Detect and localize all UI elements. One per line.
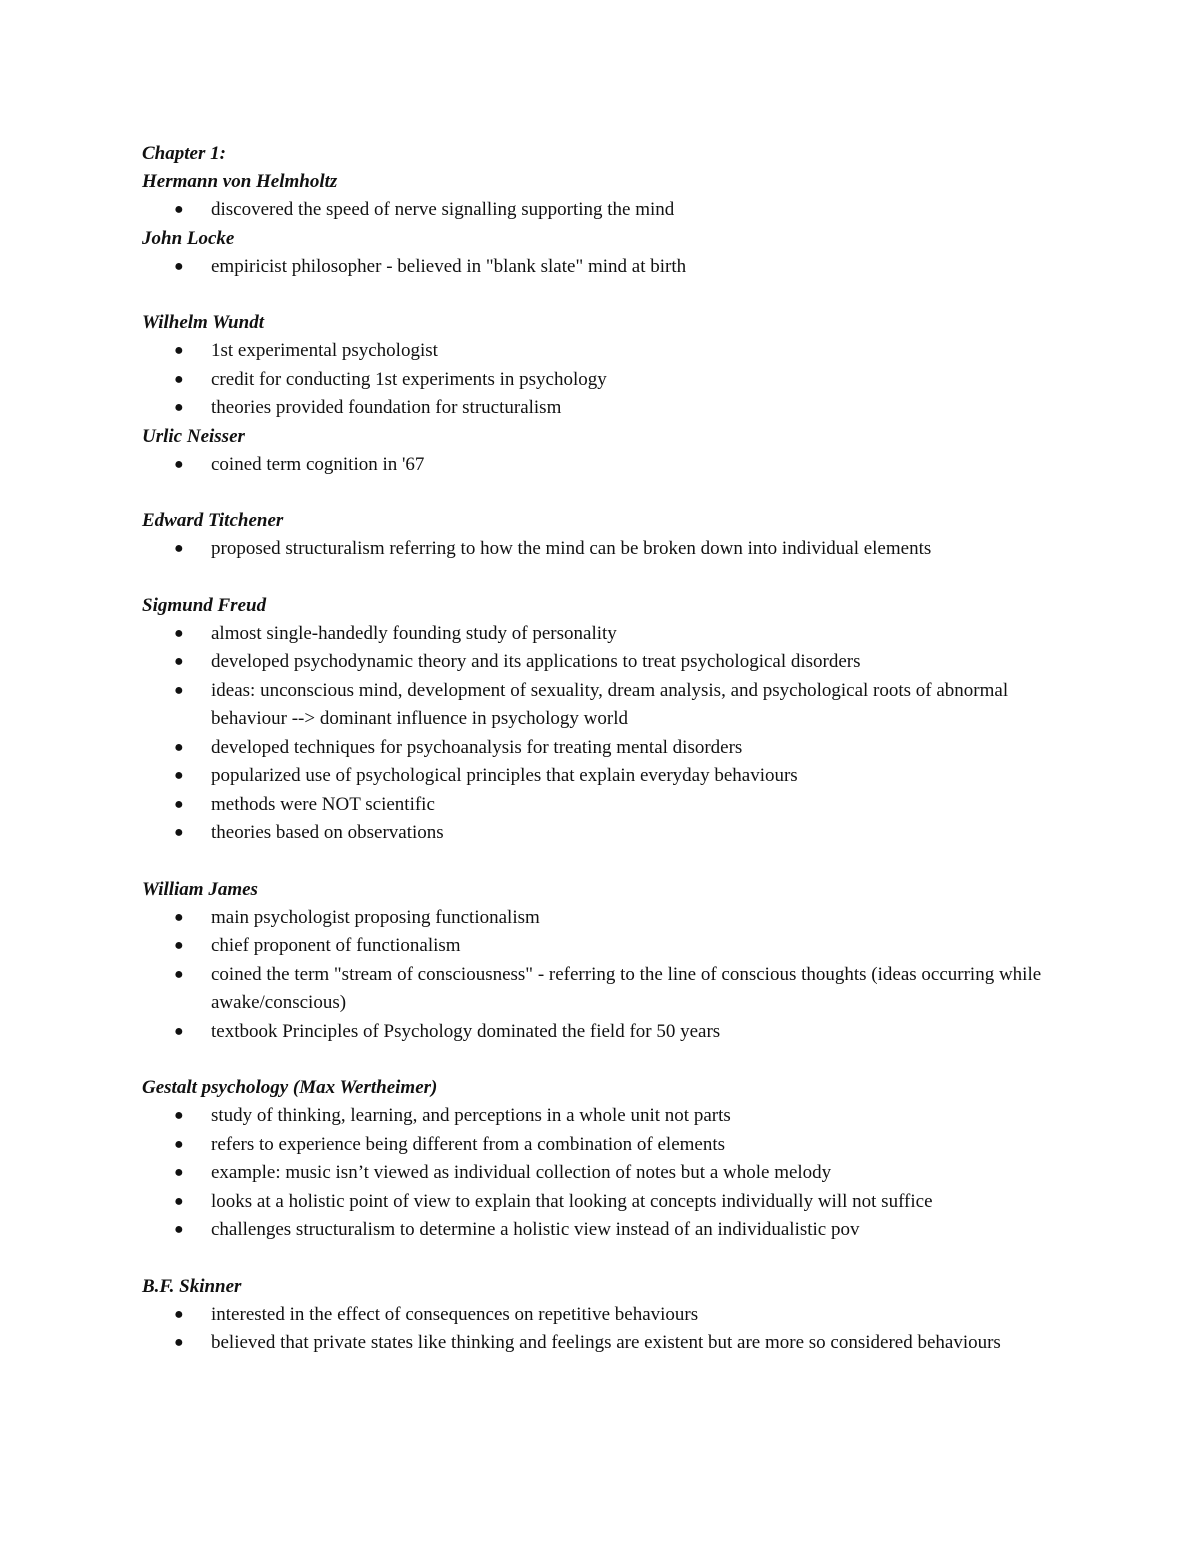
bullet-icon: ● [174,1135,184,1153]
list-item: ● developed psychodynamic theory and its applications to treat psychological disorders [142,648,1042,677]
document-page [142,140,1042,1358]
list-item: ● example: music isn’t viewed as individual collection of notes but a whole melody [142,1159,1042,1188]
bullet-list [142,904,1042,1047]
section-skinner [142,1273,1042,1358]
bullet-list [142,196,1042,225]
list-item: ● ideas: unconscious mind, development of sexuality, dream analysis, and psychological roots of abnormal behaviour --> dominant influence in psychology world [142,677,1042,734]
bullet-list [142,1102,1042,1245]
list-item: ● challenges structuralism to determine a holistic view instead of an individualistic pov [142,1216,1042,1245]
bullet-icon: ● [174,1022,184,1040]
list-item: ● study of thinking, learning, and perceptions in a whole unit not parts [142,1102,1042,1131]
chapter-title: Chapter 1: [142,143,226,164]
section-helmholtz [142,168,1042,225]
bullet-icon: ● [174,1334,184,1351]
bullet-icon: ● [174,1107,184,1124]
bullet-icon: ● [174,342,184,359]
list-item: ● interested in the effect of consequences on repetitive behaviours [142,1301,1042,1330]
list-item: ● chief proponent of functionalism [142,932,1042,961]
bullet-icon: ● [174,624,184,642]
bullet-icon: ● [174,738,184,756]
bullet-icon: ● [174,1305,184,1323]
list-item: ● methods were NOT scientific [142,791,1042,820]
bullet-icon: ● [174,399,184,416]
list-item: ● empiricist philosopher - believed in "blank slate" mind at birth [142,253,1042,282]
section-james [142,876,1042,1047]
list-item: ● coined term cognition in '67 [142,451,1042,480]
bullet-icon: ● [174,937,184,954]
list-item: ● believed that private states like thinking and feelings are existent but are more so considered behaviours [142,1329,1042,1358]
bullet-list [142,535,1042,564]
list-item: ● almost single-handedly founding study of personality [142,620,1042,649]
list-item: ● 1st experimental psychologist [142,337,1042,366]
bullet-icon: ● [174,257,184,275]
bullet-icon: ● [174,824,184,841]
bullet-list [142,620,1042,848]
section-wundt [142,309,1042,423]
section-titchener [142,507,1042,564]
section-heading: William James [142,878,258,900]
bullet-icon: ● [174,767,184,784]
bullet-icon: ● [174,201,184,218]
bullet-icon: ● [174,653,184,670]
section-heading: Edward Titchener [142,510,284,531]
list-item: ● proposed structuralism referring to how the mind can be broken down into individual elements [142,535,1042,564]
bullet-list [142,1301,1042,1358]
section-heading: John Locke [142,227,235,249]
section-heading: Urlic Neisser [142,425,245,447]
section-heading: Hermann von Helmholtz [142,171,338,192]
bullet-icon: ● [174,965,184,983]
list-item: ● theories based on observations [142,819,1042,848]
section-neisser [142,423,1042,480]
list-item: ● theories provided foundation for structuralism [142,394,1042,423]
section-heading: Sigmund Freud [142,594,267,616]
section-freud [142,592,1042,848]
section-heading: Gestalt psychology (Max Wertheimer) [142,1077,438,1098]
list-item: ● discovered the speed of nerve signalling supporting the mind [142,196,1042,225]
bullet-icon: ● [174,455,184,473]
bullet-list [142,253,1042,282]
list-item: ● looks at a holistic point of view to explain that looking at concepts individually will not suffice [142,1188,1042,1217]
bullet-icon: ● [174,370,184,388]
list-item: ● main psychologist proposing functionalism [142,904,1042,933]
list-item: ● textbook Principles of Psychology dominated the field for 50 years [142,1018,1042,1047]
section-gestalt [142,1074,1042,1245]
section-heading: Wilhelm Wundt [142,312,264,333]
bullet-icon: ● [174,908,184,926]
list-item: ● developed techniques for psychoanalysis for treating mental disorders [142,734,1042,763]
list-item: ● coined the term "stream of consciousness" - referring to the line of conscious thoughts (ideas occurring while awake/conscious) [142,961,1042,1018]
bullet-icon: ● [174,1192,184,1210]
bullet-icon: ● [174,540,184,557]
bullet-icon: ● [174,681,184,699]
bullet-icon: ● [174,1164,184,1181]
bullet-icon: ● [174,1221,184,1238]
section-heading: B.F. Skinner [142,1275,242,1297]
list-item: ● credit for conducting 1st experiments in psychology [142,366,1042,395]
bullet-list [142,337,1042,423]
bullet-icon: ● [174,795,184,813]
list-item: ● popularized use of psychological principles that explain everyday behaviours [142,762,1042,791]
list-item: ● refers to experience being different from a combination of elements [142,1131,1042,1160]
section-locke [142,225,1042,282]
bullet-list [142,451,1042,480]
